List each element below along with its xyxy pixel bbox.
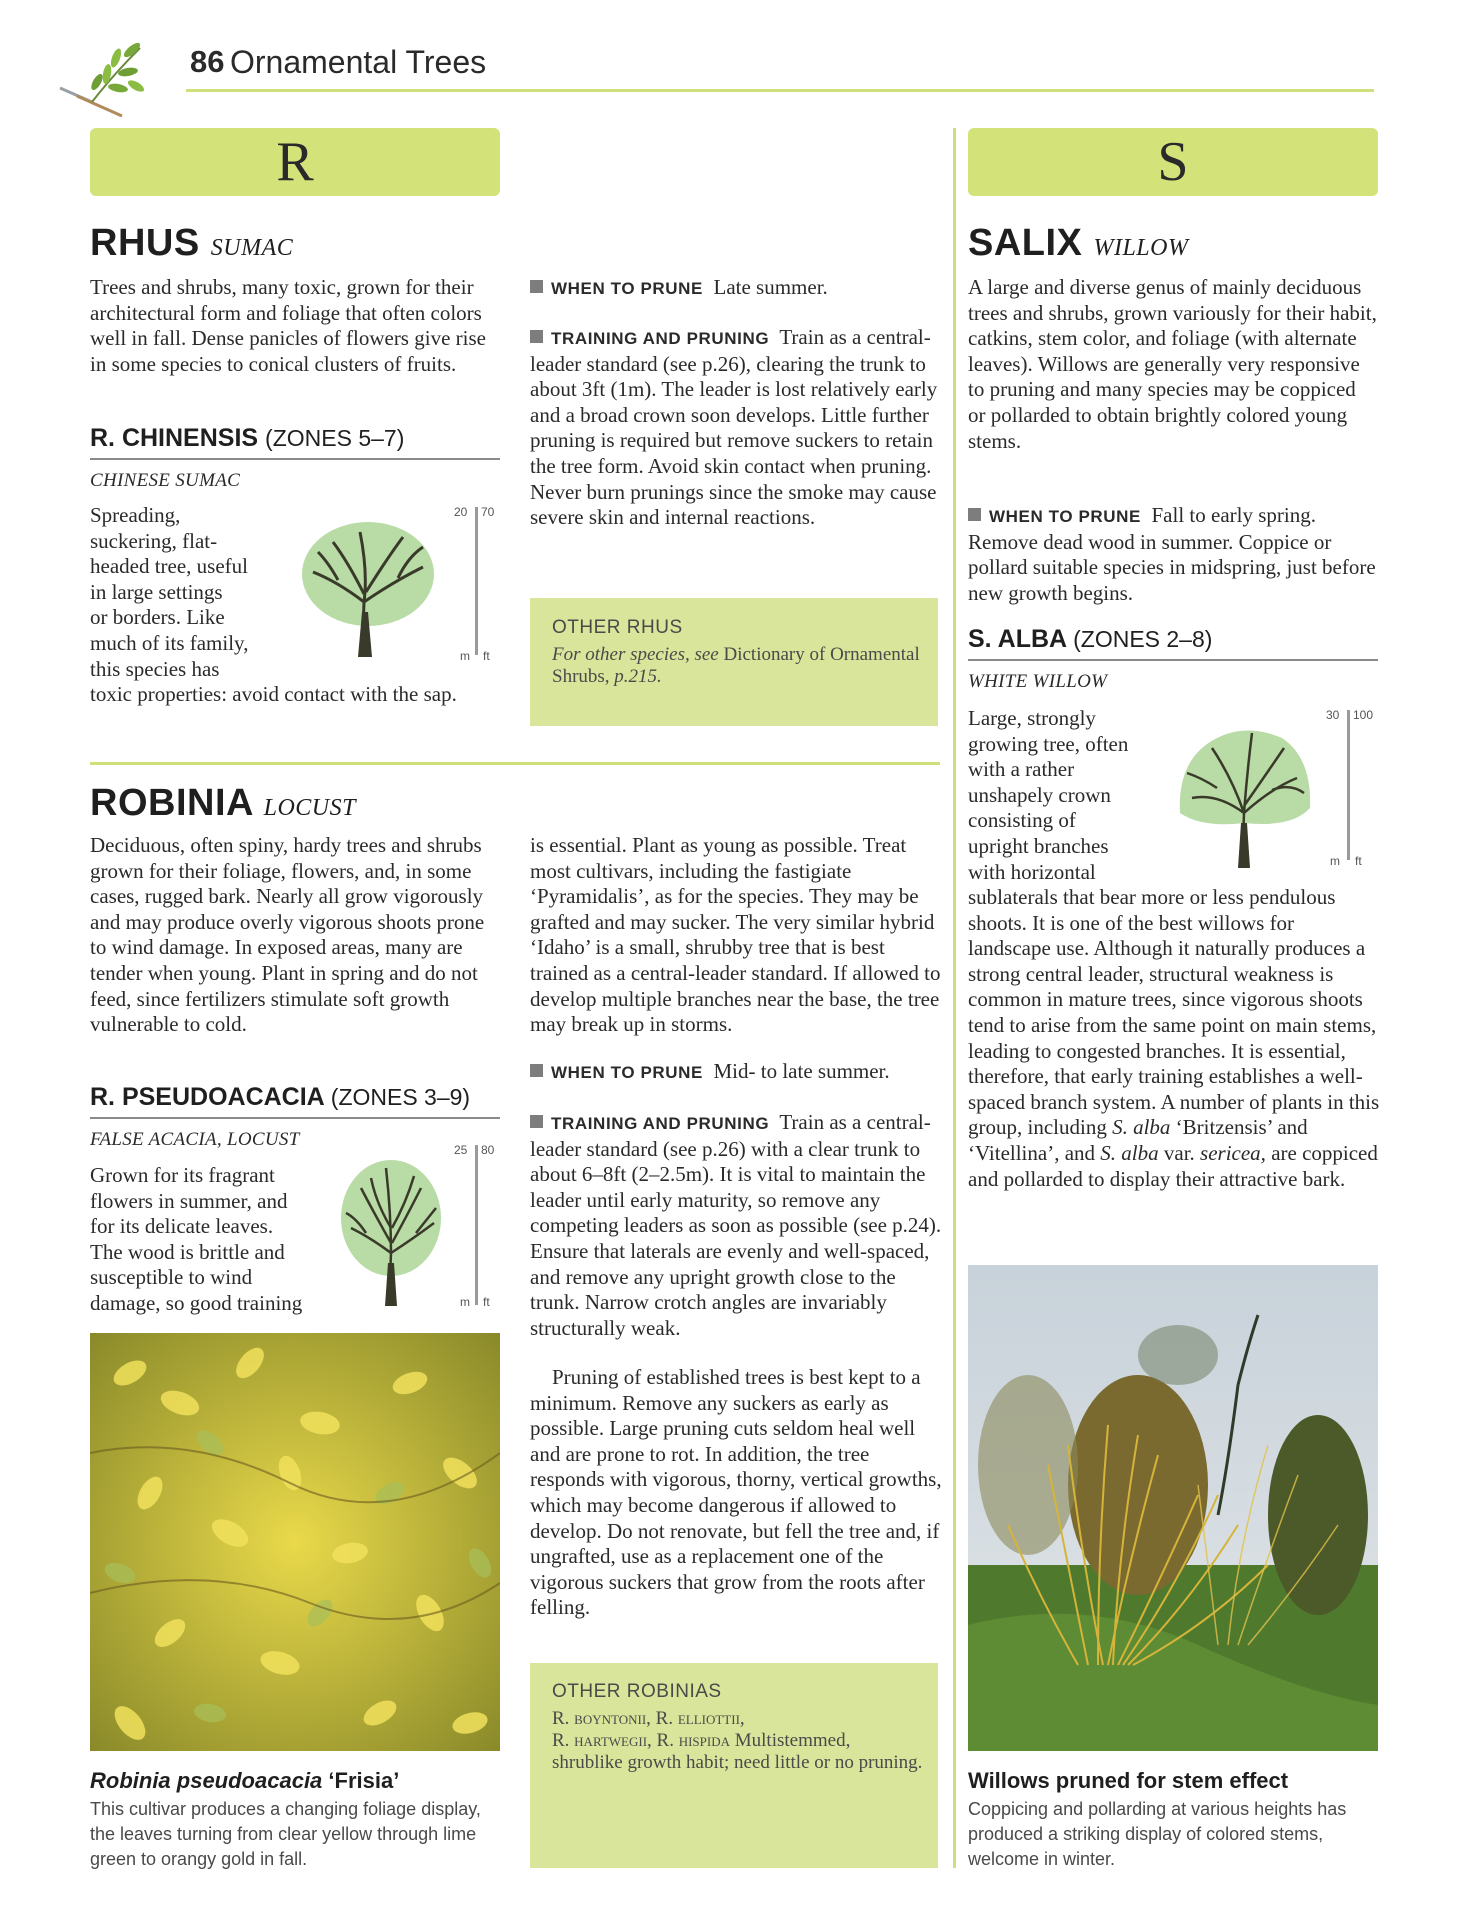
desc-line: with horizontal (968, 859, 1096, 884)
when-text: Fall to early spring. Remove dead wood in summer. Coppice or pollard suitable species in midspring, just before new growth begins. (968, 503, 1376, 605)
when-label: WHEN TO PRUNE (989, 507, 1141, 526)
desc-species: S. alba (1112, 1115, 1171, 1140)
bullet-square (530, 280, 543, 293)
species-common-name: FALSE ACACIA, LOCUST (90, 1129, 300, 1150)
tree-silhouette-icon (1172, 718, 1317, 868)
species-zones: (ZONES 5–7) (265, 425, 405, 451)
salix-intro: A large and diverse genus of mainly deciduous trees and shrubs, grown variously for their habit, catkins, stem color, and foliage (with alternate leaves). Willows are generally very responsive to pruning and many species may be coppiced or pollarded to obtain brightly colored young stems. (968, 275, 1377, 453)
column-divider (953, 128, 956, 1868)
desc-line: headed tree, useful (90, 554, 249, 579)
desc-line: damage, so good training (90, 1290, 303, 1315)
when-label: WHEN TO PRUNE (551, 279, 703, 298)
salix-caption-title: Willows pruned for stem effect (968, 1768, 1289, 1793)
scale-unit-ft: ft (483, 1295, 490, 1309)
robinia-caption-title (90, 1768, 399, 1794)
other-line (552, 1730, 924, 1752)
page-number: 86 (190, 44, 225, 79)
other-line: shrublike growth habit; need little or no pruning. (552, 1752, 923, 1773)
desc-text: var. (1163, 1140, 1195, 1165)
species-description-end: toxic properties: avoid contact with the sap. (90, 682, 457, 706)
desc-line: Grown for its fragrant (90, 1163, 275, 1187)
scale-bar (475, 507, 478, 655)
salix-when-to-prune (968, 503, 1378, 606)
scale-unit-m: m (1330, 854, 1340, 868)
genus-common-name: WILLOW (1093, 235, 1189, 261)
desc-text: ‘Britzensis’ and ‘Vitellina’, and (968, 1115, 1308, 1165)
species-heading-r-chinensis (90, 424, 404, 453)
header-rule (186, 89, 1374, 92)
scale-feet: 100 (1353, 708, 1374, 722)
height-scale (450, 505, 500, 665)
scale-meters: 25 (454, 1143, 468, 1157)
robinia-intro: Deciduous, often spiny, hardy trees and shrubs grown for their foliage, flowers, and, in some cases, rugged bark. Nearly all grow vigorously and may produce overly vigorous shoots prone to wind damage. In exposed areas, many are tender when young. Plant in spring and do not feed, since fertilizers stimulate soft growth vulnerable to cold. (90, 833, 485, 1037)
section-letter-s: S (968, 128, 1378, 196)
caption-species: Robinia pseudoacacia (90, 1768, 323, 1793)
desc-species: sericea, (1200, 1140, 1266, 1165)
caption-cultivar: ‘Frisia’ (328, 1768, 400, 1793)
desc-line: flowers in summer, and (90, 1188, 288, 1213)
desc-line: this species has (90, 656, 220, 681)
scale-bar (475, 1145, 478, 1305)
species-description (90, 503, 300, 682)
species-zones: (ZONES 3–9) (330, 1084, 471, 1110)
bullet-square (530, 1115, 543, 1128)
training-text: Train as a central-leader standard (see p.26), clearing the trunk to about 3ft (1m). The leader is lost relatively early and a broad crown soon develops. Little further pruning is required but remove suckers to retain the tree form. Avoid skin contact when pruning. Never burn prunings since the smoke may cause severe skin and internal reactions. (530, 325, 938, 530)
section-separator (90, 762, 940, 765)
desc-line: or borders. Like (90, 605, 225, 630)
desc-line: susceptible to wind (90, 1265, 253, 1290)
desc-text: are coppiced and pollarded to display their attractive bark. (968, 1140, 1378, 1191)
species-rule (90, 1117, 500, 1119)
when-label: WHEN TO PRUNE (551, 1063, 703, 1082)
other-robinias-title: OTHER ROBINIAS (552, 1681, 722, 1702)
genus-name: SALIX (968, 222, 1083, 264)
desc-line: consisting of (968, 808, 1076, 833)
genus-common-name: SUMAC (210, 235, 294, 261)
height-scale (1326, 708, 1378, 873)
desc-line: unshapely crown (968, 782, 1111, 807)
robinia-caption-text: This cultivar produces a changing foliage display, the leaves turning from clear yellow through lime green to orangy gold in fall. (90, 1799, 481, 1869)
scale-feet: 70 (481, 505, 495, 519)
header-sprig-icon (52, 36, 147, 121)
scale-meters: 30 (1326, 708, 1340, 722)
training-label: TRAINING AND PRUNING (551, 329, 770, 348)
page-title: Ornamental Trees (230, 44, 487, 80)
desc-species: S. alba (1100, 1140, 1159, 1165)
desc-line: Large, strongly (968, 706, 1096, 730)
other-text-ref: Dictionary of Ornamental Shrubs, (552, 644, 920, 687)
genus-name: ROBINIA (90, 782, 253, 824)
section-letter-r: R (90, 128, 500, 196)
scale-unit-ft: ft (483, 649, 490, 663)
bullet-square (530, 1064, 543, 1077)
salix-caption-text: Coppicing and pollarding at various heights has produced a striking display of colored stems, welcome in winter. (968, 1799, 1347, 1869)
when-text: Late summer. (713, 275, 828, 299)
scale-unit-m: m (460, 649, 470, 663)
species-description-rest (968, 885, 1380, 1192)
species-common-name: WHITE WILLOW (968, 671, 1108, 692)
bullet-square (968, 508, 981, 521)
desc-line: suckering, flat- (90, 528, 218, 553)
genus-heading-robinia (90, 782, 356, 825)
training-text: Train as a central-leader standard (see p.26) with a clear trunk to about 6–8ft (2–2.5m). It is vital to maintain the leader until early maturity, so remove any competing leaders as soon as possible (see p.24). Ensure that laterals are evenly and well-spaced, and remove any upright growth close to the trunk. Narrow crotch angles are invariably structurally weak. (530, 1110, 942, 1340)
desc-text: sublaterals that bear more or less pendulous shoots. It is one of the best willows for landscape use. Although it naturally produces a strong central leader, structural weakness is common in mature trees, since vigorous shoots tend to arise from the same point on main stems, leading to congested branches. It is essential, therefore, that early training establishes a well-spaced branch system. A number of plants in this group, including (968, 885, 1380, 1140)
scale-meters: 20 (454, 505, 468, 519)
species-heading-r-pseudoacacia (90, 1083, 470, 1112)
other-rhus-text (552, 644, 922, 688)
desc-line: upright branches (968, 833, 1109, 858)
desc-line: The wood is brittle and (90, 1239, 285, 1264)
height-scale (450, 1143, 500, 1313)
desc-line: growing tree, often (968, 731, 1129, 756)
species-common-name: CHINESE SUMAC (90, 470, 241, 491)
species-rule (968, 659, 1378, 661)
desc-line: in large settings (90, 579, 223, 604)
genus-name: RHUS (90, 222, 200, 264)
willows-pruned-photo (968, 1265, 1378, 1751)
desc-line: for its delicate leaves. (90, 1214, 274, 1239)
rhus-intro: Trees and shrubs, many toxic, grown for their architectural form and foliage that often colors well in fall. Dense panicles of flowers give rise in some species to conical clusters of fruits. (90, 275, 486, 376)
species-name: S. ALBA (968, 625, 1067, 653)
robinia-training (530, 1110, 944, 1341)
species-heading-s-alba (968, 625, 1212, 654)
other-text-italic: For other species, see (552, 644, 719, 665)
robinia-when-to-prune (530, 1059, 944, 1086)
when-text: Mid- to late summer. (713, 1059, 890, 1083)
scale-unit-m: m (460, 1295, 470, 1309)
training-label: TRAINING AND PRUNING (551, 1114, 770, 1133)
desc-line: Spreading, (90, 503, 181, 527)
robinia-intro-continued: is essential. Plant as young as possible. Treat most cultivars, including the fastigiate ‘Pyramidalis’, as for the species. They may be grafted and may sucker. The very similar hybrid ‘Idaho’ is a small, shrubby tree that is best trained as a central-leader standard. If allowed to develop multiple branches near the base, the tree may break up in storms. (530, 833, 941, 1037)
other-robinias-text (552, 1708, 924, 1774)
scale-bar (1347, 710, 1350, 860)
species-zones: (ZONES 2–8) (1073, 626, 1213, 652)
rhus-training (530, 325, 944, 531)
tree-silhouette-icon (298, 512, 438, 657)
other-line: R. boyntonii, R. elliottii, (552, 1708, 745, 1729)
scale-unit-ft: ft (1355, 854, 1362, 868)
species-rule (90, 458, 500, 460)
desc-line: with a rather (968, 757, 1075, 782)
species-name: R. PSEUDOACACIA (90, 1083, 324, 1111)
species-name: R. CHINENSIS (90, 424, 259, 452)
robinia-established: Pruning of established trees is best kept to a minimum. Remove any suckers as early as possible. Large pruning cuts seldom heal well and are prone to rot. In addition, the tree responds with vigorous, thorny, vertical growths, which may become dangerous if allowed to develop. Do not renovate, but fell the tree and, if ungrafted, use as a replacement one of the vigorous suckers that grow from the roots after felling. (530, 1365, 942, 1620)
bullet-square (530, 330, 543, 343)
genus-heading-salix (968, 222, 1188, 265)
other-species: R. hartwegii, R. hispida (552, 1730, 730, 1751)
other-rhus-title: OTHER RHUS (552, 617, 683, 638)
rhus-when-to-prune (530, 275, 940, 302)
desc-line: much of its family, (90, 630, 249, 655)
other-text-page: p.215. (614, 666, 662, 687)
other-desc: Multistemmed, (734, 1730, 851, 1751)
tree-silhouette-icon (336, 1158, 446, 1308)
genus-heading-rhus (90, 222, 293, 265)
scale-feet: 80 (481, 1143, 495, 1157)
species-description (968, 706, 1178, 885)
species-description (90, 1163, 340, 1317)
robinia-frisia-photo (90, 1333, 500, 1751)
genus-common-name: LOCUST (263, 795, 356, 821)
